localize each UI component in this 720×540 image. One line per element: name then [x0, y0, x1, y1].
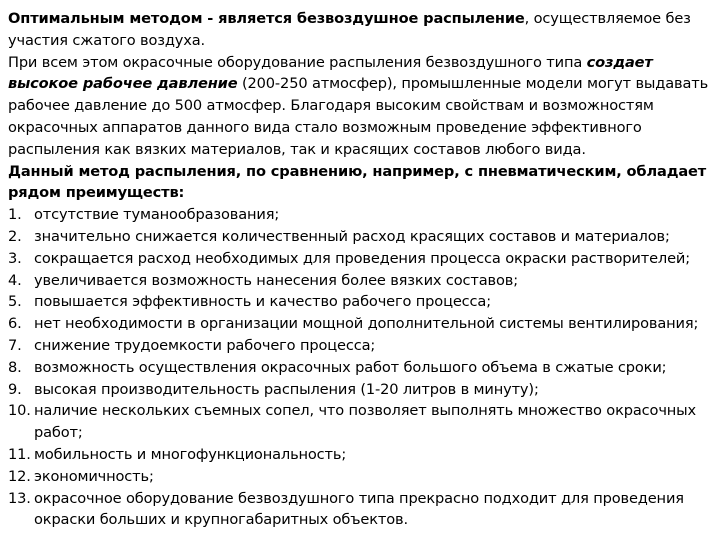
list-item-number: 13. [8, 489, 31, 507]
list-item-number: 9. [8, 380, 22, 398]
list-item [8, 466, 714, 488]
list-item-text: наличие нескольких съемных сопел, что позволяет выполнять множество окрасочных работ; [34, 402, 697, 442]
list-item-text: возможность осуществления окрасочных работ большого объема в сжатые сроки; [34, 358, 667, 376]
list-item-text: отсутствие туманообразования; [34, 206, 280, 224]
list-item [8, 400, 714, 444]
list-item [8, 248, 714, 270]
advantages-heading: Данный метод распыления, по сравнению, например, с пневматическим, обладает рядом преимуществ: [8, 162, 707, 202]
intro-paragraph [8, 8, 714, 52]
list-item-text: значительно снижается количественный расход красящих составов и материалов; [34, 227, 670, 245]
list-item [8, 335, 714, 357]
slide-content [8, 8, 714, 531]
list-item-number: 1. [8, 206, 22, 224]
advantages-list [8, 204, 714, 531]
list-item-number: 6. [8, 315, 22, 333]
list-item-text: окрасочное оборудование безвоздушного типа прекрасно подходит для проведения окраски больших и крупногабаритных объектов. [34, 489, 684, 529]
list-item-number: 2. [8, 227, 22, 245]
list-item-text: нет необходимости в организации мощной дополнительной системы вентилирования; [34, 315, 699, 333]
list-item [8, 204, 714, 226]
list-item-text: мобильность и многофункциональность; [34, 445, 347, 463]
list-item [8, 357, 714, 379]
list-item-number: 10. [8, 402, 31, 420]
list-item-text: сокращается расход необходимых для проведения процесса окраски растворителей; [34, 249, 691, 267]
list-item-number: 4. [8, 271, 22, 289]
list-item [8, 444, 714, 466]
description-part1: При всем этом окрасочные оборудование распыления безвоздушного типа [8, 53, 587, 71]
list-item-number: 5. [8, 293, 22, 311]
description-emphasis: создает высокое рабочее давление [8, 53, 653, 93]
list-item-number: 12. [8, 467, 31, 485]
list-item-text: повышается эффективность и качество рабочего процесса; [34, 293, 491, 311]
list-item [8, 226, 714, 248]
list-item-number: 7. [8, 336, 22, 354]
list-item-text: высокая производительность распыления (1-20 литров в минуту); [34, 380, 539, 398]
intro-bold-lead: Оптимальным методом - является безвоздушное распыление [8, 10, 525, 27]
description-part2: (200-250 атмосфер), промышленные модели могут выдавать рабочее давление до 500 атмосфер. Благодаря высоким свойствам и возможностям окрасочных аппаратов данного вида стало возможным проведение эффективного распыления как вязких материалов, так и красящих составов любого вида. [8, 75, 709, 158]
intro-rest: , осуществляемое без участия сжатого воздуха. [8, 10, 691, 49]
list-item-number: 11. [8, 445, 31, 463]
list-item-text: экономичность; [34, 467, 154, 485]
list-item-number: 3. [8, 249, 22, 267]
list-item [8, 270, 714, 292]
list-item-text: снижение трудоемкости рабочего процесса; [34, 336, 376, 354]
list-item [8, 488, 714, 532]
list-item [8, 313, 714, 335]
description-paragraph [8, 52, 714, 161]
list-item [8, 379, 714, 401]
list-item-text: увеличивается возможность нанесения более вязких составов; [34, 271, 518, 289]
list-item-number: 8. [8, 358, 22, 376]
list-item [8, 291, 714, 313]
